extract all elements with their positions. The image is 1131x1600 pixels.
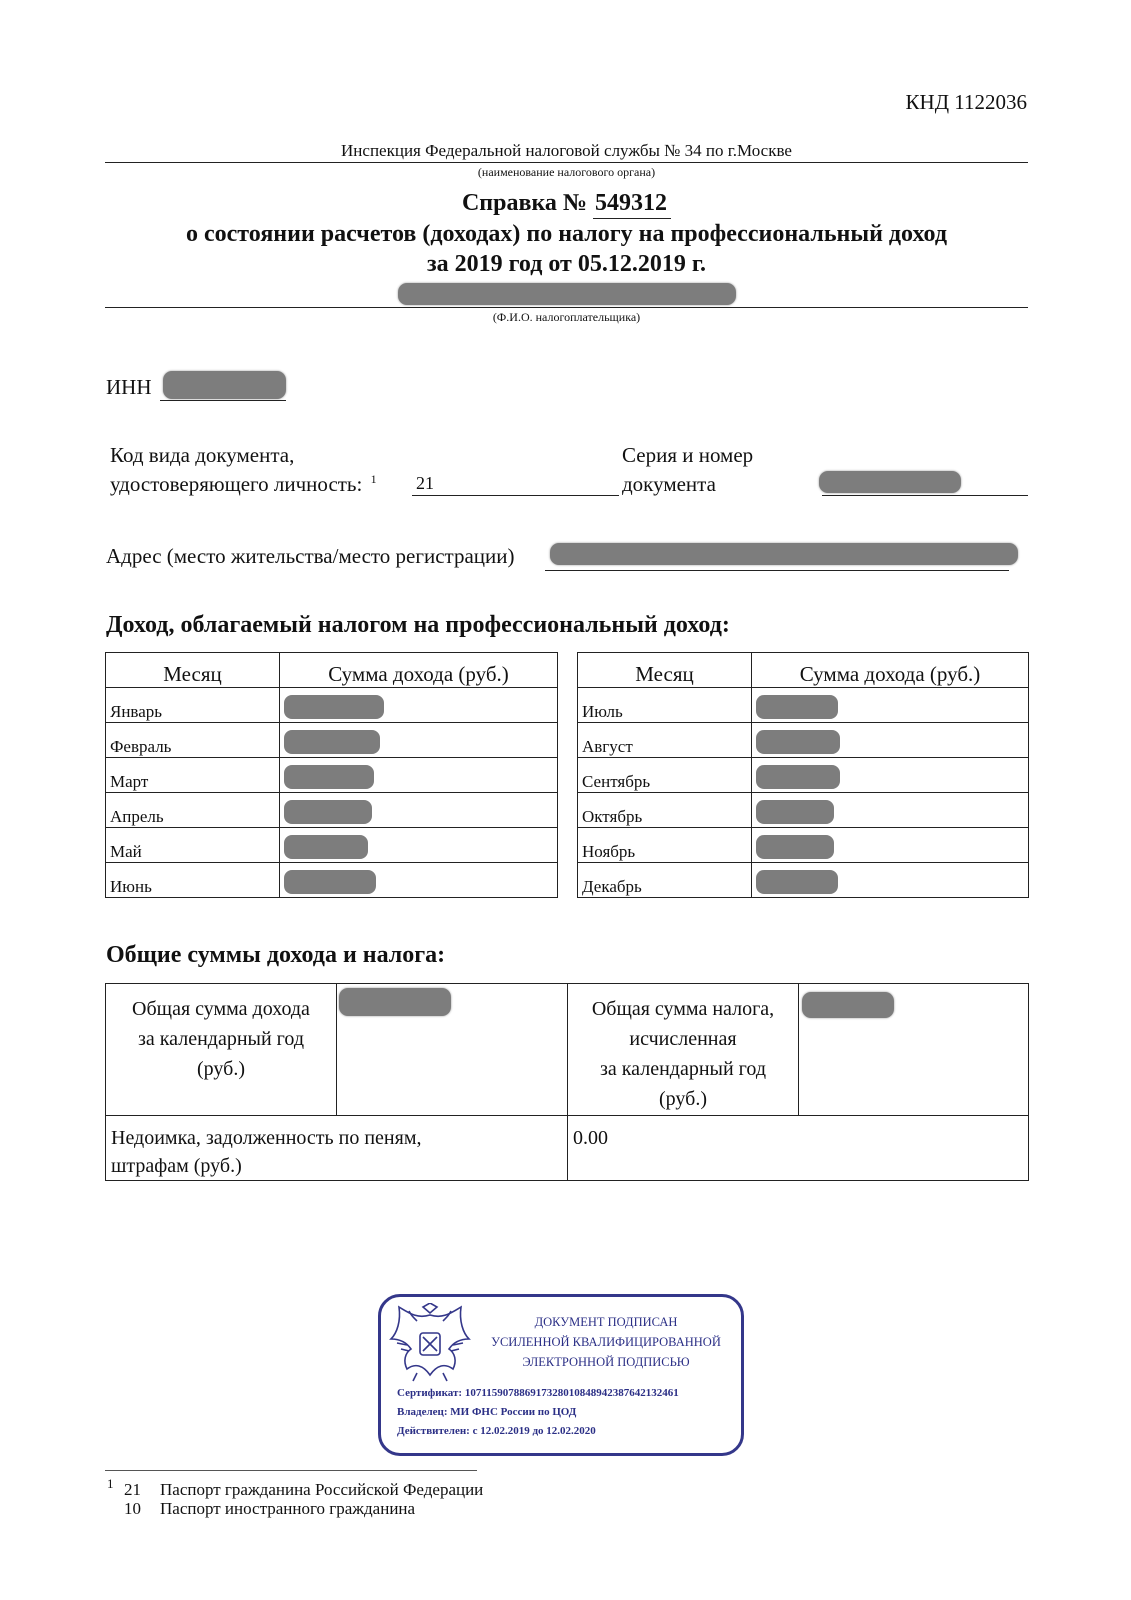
redacted-amount <box>284 765 374 789</box>
footnote-item <box>124 1499 415 1519</box>
title-line-3: за 2019 год от 05.12.2019 г. <box>426 251 707 277</box>
month-cell: Февраль <box>106 723 280 758</box>
inn-underline <box>160 400 286 401</box>
table-row <box>106 828 558 863</box>
redacted-amount <box>756 765 840 789</box>
amount-header: Сумма дохода (руб.) <box>280 653 558 688</box>
stamp-owner: Владелец: МИ ФНС России по ЦОД <box>397 1406 577 1418</box>
amount-cell <box>752 758 1029 793</box>
amount-cell <box>752 793 1029 828</box>
totals-heading: Общие суммы дохода и налога: <box>106 942 446 968</box>
doc-code-footnote-mark: 1 <box>370 472 377 486</box>
doc-code-underline <box>412 495 619 496</box>
doc-code-label-line-2 <box>110 472 377 497</box>
amount-cell <box>280 758 558 793</box>
stamp-validity: Действителен: с 12.02.2019 до 12.02.2020 <box>397 1425 596 1437</box>
doc-code-label-text: удостоверяющего личность: <box>110 472 363 496</box>
total-tax-label-line: Общая сумма налога, <box>591 998 775 1020</box>
redacted-address <box>550 543 1018 565</box>
table-row <box>578 863 1029 898</box>
document-title <box>105 190 1028 219</box>
stamp-line-2: УСИЛЕННОЙ КВАЛИФИЦИРОВАННОЙ <box>491 1335 721 1349</box>
series-underline <box>822 495 1028 496</box>
footnote-code: 21 <box>124 1480 141 1499</box>
income-heading: Доход, облагаемый налогом на профессиональный доход: <box>106 612 730 638</box>
redacted-amount <box>756 870 838 894</box>
redacted-taxpayer-name <box>398 283 736 305</box>
footnote-mark: 1 <box>107 1476 114 1491</box>
amount-cell <box>280 863 558 898</box>
amount-cell <box>280 688 558 723</box>
address-label: Адрес (место жительства/место регистрации) <box>106 544 515 568</box>
footnote-code: 10 <box>124 1499 141 1518</box>
title-line-2: о состоянии расчетов (доходах) по налогу на профессиональный доход <box>186 221 947 247</box>
month-cell: Май <box>106 828 280 863</box>
table-row <box>106 758 558 793</box>
amount-cell <box>280 793 558 828</box>
title-prefix: Справка № <box>461 190 588 216</box>
amount-cell <box>280 828 558 863</box>
total-income-label-line: Общая сумма дохода <box>132 998 310 1020</box>
income-table-left <box>105 652 558 898</box>
month-cell: Август <box>578 723 752 758</box>
table-row <box>578 688 1029 723</box>
amount-cell <box>752 723 1029 758</box>
amount-cell <box>752 828 1029 863</box>
table-row <box>578 723 1029 758</box>
certificate-number: 549312 <box>593 190 671 219</box>
amount-cell <box>752 688 1029 723</box>
month-header: Месяц <box>578 653 752 688</box>
doc-code-label-line-1: Код вида документа, <box>110 443 295 467</box>
arrears-value: 0.00 <box>568 1116 1029 1181</box>
month-cell: Март <box>106 758 280 793</box>
footnote-text: Паспорт иностранного гражданина <box>160 1499 416 1518</box>
taxpayer-name-underline <box>105 307 1028 308</box>
month-cell: Октябрь <box>578 793 752 828</box>
table-row <box>578 793 1029 828</box>
redacted-amount <box>284 870 376 894</box>
total-income-label <box>106 984 337 1116</box>
stamp-line-1: ДОКУМЕНТ ПОДПИСАН <box>534 1315 678 1329</box>
redacted-amount <box>756 695 838 719</box>
total-income-label-line: (руб.) <box>197 1058 245 1080</box>
series-label-line-2: документа <box>622 472 716 496</box>
tax-office-caption: (наименование налогового органа) <box>477 165 656 179</box>
arrears-label-line: штрафам (руб.) <box>111 1155 242 1177</box>
tax-office-name: Инспекция Федеральной налоговой службы № 34 по г.Москве <box>341 141 792 160</box>
signature-stamp <box>378 1294 744 1456</box>
month-cell: Ноябрь <box>578 828 752 863</box>
arrears-label <box>106 1116 568 1181</box>
footnote-separator <box>105 1470 477 1471</box>
table-row <box>106 723 558 758</box>
table-row <box>106 793 558 828</box>
total-tax-value <box>799 984 1029 1116</box>
table-row <box>578 758 1029 793</box>
month-cell: Июнь <box>106 863 280 898</box>
month-cell: Июль <box>578 688 752 723</box>
series-label-line-1: Серия и номер <box>622 443 754 467</box>
totals-table <box>105 983 1029 1181</box>
address-underline <box>545 570 1009 571</box>
arrears-label-line: Недоимка, задолженность по пеням, <box>111 1127 422 1149</box>
amount-header: Сумма дохода (руб.) <box>752 653 1029 688</box>
total-tax-label-line: (руб.) <box>659 1088 707 1110</box>
table-row <box>106 688 558 723</box>
total-tax-label-line: исчисленная <box>629 1028 737 1050</box>
total-income-label-line: за календарный год <box>137 1028 304 1050</box>
footnote-text: Паспорт гражданина Российской Федерации <box>160 1480 484 1499</box>
redacted-total-tax <box>802 992 894 1018</box>
amount-cell <box>280 723 558 758</box>
fio-caption: (Ф.И.О. налогоплательщика) <box>492 310 641 324</box>
month-cell: Апрель <box>106 793 280 828</box>
month-header: Месяц <box>106 653 280 688</box>
month-cell: Январь <box>106 688 280 723</box>
footnote-item <box>124 1480 483 1500</box>
month-cell: Сентябрь <box>578 758 752 793</box>
redacted-amount <box>756 800 834 824</box>
income-table-right <box>577 652 1029 898</box>
redacted-amount <box>756 835 834 859</box>
redacted-total-income <box>339 988 451 1016</box>
redacted-amount <box>284 835 368 859</box>
knd-code: КНД 1122036 <box>905 90 1027 114</box>
stamp-line-3: ЭЛЕКТРОННОЙ ПОДПИСЬЮ <box>522 1355 690 1369</box>
total-tax-label-line: за календарный год <box>599 1058 766 1080</box>
table-row <box>578 828 1029 863</box>
coat-of-arms-emblem <box>387 1303 473 1383</box>
stamp-certificate: Сертификат: 10711590788691732801084894238764213246​1 <box>397 1387 679 1399</box>
month-cell: Декабрь <box>578 863 752 898</box>
redacted-amount <box>284 695 384 719</box>
redacted-amount <box>284 730 380 754</box>
doc-code-value: 21 <box>416 473 434 493</box>
table-row <box>106 863 558 898</box>
tax-office-underline <box>105 162 1028 163</box>
total-income-value <box>337 984 568 1116</box>
redacted-amount <box>284 800 372 824</box>
redacted-document-number <box>819 471 961 493</box>
amount-cell <box>752 863 1029 898</box>
total-tax-label <box>568 984 799 1116</box>
redacted-inn <box>163 371 286 399</box>
inn-label: ИНН <box>106 375 152 399</box>
redacted-amount <box>756 730 840 754</box>
